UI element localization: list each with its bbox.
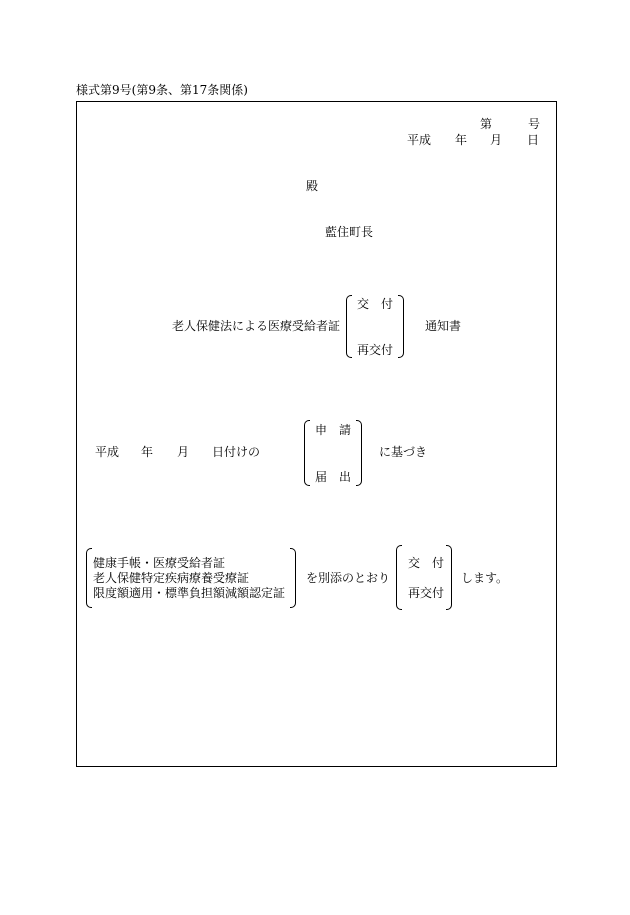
section3-option-reissue: 再交付 bbox=[408, 586, 445, 600]
header-year: 年 bbox=[455, 133, 468, 147]
section3-document-2: 老人保健特定疾病療養受療証 bbox=[93, 571, 250, 585]
section3-option-bracket bbox=[396, 545, 452, 610]
section2-option-application: 申 請 bbox=[315, 423, 352, 437]
section3-suffix: します。 bbox=[461, 571, 509, 585]
form-number: 様式第9号(第9条、第17条関係) bbox=[76, 83, 248, 97]
section3-connector: を別添のとおり bbox=[306, 571, 391, 585]
section1-option-issue: 交 付 bbox=[357, 297, 394, 311]
bracket-left bbox=[86, 548, 92, 608]
section2-option-notification: 届 出 bbox=[315, 470, 352, 484]
number-prefix: 第 bbox=[480, 117, 493, 131]
section1-suffix: 通知書 bbox=[425, 319, 462, 333]
bracket-left bbox=[304, 420, 310, 486]
section2-date-suffix: 日付けの bbox=[212, 445, 261, 459]
section3-document-3: 限度額適用・標準負担額減額認定証 bbox=[93, 586, 286, 600]
bracket-right bbox=[356, 420, 362, 486]
number-suffix: 号 bbox=[528, 117, 541, 131]
header-day: 日 bbox=[527, 133, 540, 147]
header-month: 月 bbox=[490, 133, 503, 147]
bracket-left bbox=[346, 295, 352, 358]
addressee-suffix: 殿 bbox=[306, 179, 319, 193]
section2-suffix: に基づき bbox=[379, 445, 428, 459]
bracket-right bbox=[290, 548, 296, 608]
bracket-left bbox=[396, 545, 402, 610]
section1-subject: 老人保健法による医療受給者証 bbox=[172, 319, 341, 333]
issuer: 藍住町長 bbox=[325, 225, 374, 239]
header-era: 平成 bbox=[407, 133, 432, 147]
section2-year: 年 bbox=[141, 445, 154, 459]
bracket-right bbox=[446, 545, 452, 610]
section3-document-1: 健康手帳・医療受給者証 bbox=[93, 556, 226, 570]
bracket-right bbox=[398, 295, 404, 358]
section2-era: 平成 bbox=[95, 445, 120, 459]
section1-option-reissue: 再交付 bbox=[357, 343, 394, 357]
section2-month: 月 bbox=[177, 445, 190, 459]
section3-option-issue: 交 付 bbox=[408, 556, 445, 570]
